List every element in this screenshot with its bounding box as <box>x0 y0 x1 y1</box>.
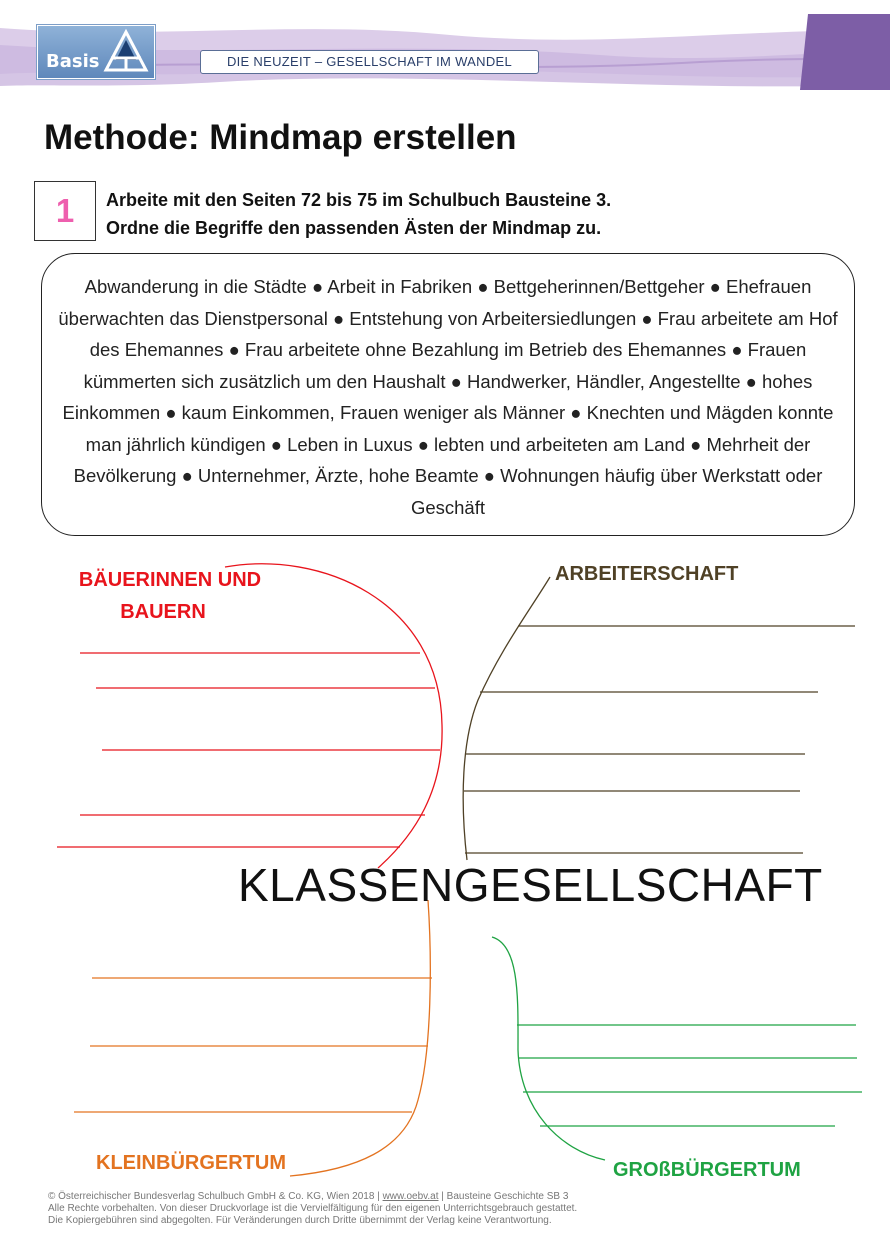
branch-label-arbeiter: ARBEITERSCHAFT <box>555 563 739 585</box>
logo-text: Basis <box>46 51 100 72</box>
branch-klein-lines <box>74 900 432 1176</box>
header-corner-block <box>800 14 890 90</box>
branch-label-bauern-line1: BÄUERINNEN UND <box>78 569 262 591</box>
center-concept: KLASSENGESELLSCHAFT <box>238 859 823 911</box>
term-box <box>41 253 855 536</box>
footer <box>48 1191 577 1227</box>
series-title: DIE NEUZEIT – GESELLSCHAFT IM WANDEL <box>200 50 539 74</box>
basis-logo <box>37 25 155 79</box>
page-title: Methode: Mindmap erstellen <box>44 118 517 157</box>
branch-klein-curve <box>290 900 430 1176</box>
task-instruction-2: Ordne die Begriffe den passenden Ästen der Mindmap zu. <box>106 218 602 238</box>
footer-line-3: Die Kopiergebühren sind abgegolten. Für Veränderungen durch Dritte übernimmt der Verlag keine Verantwortung. <box>48 1215 552 1226</box>
footer-line-2: Alle Rechte vorbehalten. Von dieser Druckvorlage ist die Vervielfältigung für den eigenen Unterrichtsgebrauch gestattet. <box>48 1203 578 1214</box>
publisher-link[interactable]: www.oebv.at <box>382 1191 439 1202</box>
branch-label-bauern-line2: BAUERN <box>120 601 206 623</box>
footer-line-1 <box>48 1191 577 1203</box>
branch-arbeiter-curve <box>463 577 550 860</box>
task-instruction-1: Arbeite mit den Seiten 72 bis 75 im Schulbuch Bausteine 3. <box>106 190 612 210</box>
footer-copyright: © Österreichischer Bundesverlag Schulbuch GmbH & Co. KG, Wien 2018 | <box>48 1191 383 1202</box>
branch-label-klein: KLEINBÜRGERTUM <box>96 1152 286 1174</box>
footer-book: | Bausteine Geschichte SB 3 <box>438 1191 569 1202</box>
triangle-logo-icon <box>102 28 150 74</box>
branch-gross-lines <box>492 937 862 1160</box>
branch-label-gross: GROßBÜRGERTUM <box>613 1159 801 1181</box>
term-list: Abwanderung in die Städte ● Arbeit in Fabriken ● Bettgeherinnen/Bettgeher ● Ehefrauen überwachten das Dienstpersonal ● Entstehung von Arbeitersiedlungen ● Frau arbeitete am Hof des Ehemannes ● Frau arbeitete ohne Bezahlung im Betrieb des Ehemannes ● Frauen kümmerten sich zusätzlich um den Haushalt ● Handwerker, Händler, Angestellte ● hohes Einkommen ● kaum Einkommen, Frauen weniger als Männer ● Knechten und Mägden konnte man jährlich kündigen ● Leben in Luxus ● lebten und arbeiteten am Land ● Mehrheit der Bevölkerung ● Unternehmer, Ärzte, hohe Beamte ● Wohnungen häufig über Werkstatt oder Geschäft <box>58 276 838 518</box>
task-number: 1 <box>34 181 96 241</box>
branch-label-bauern <box>66 564 274 628</box>
branch-arbeiter-lines <box>463 577 855 860</box>
